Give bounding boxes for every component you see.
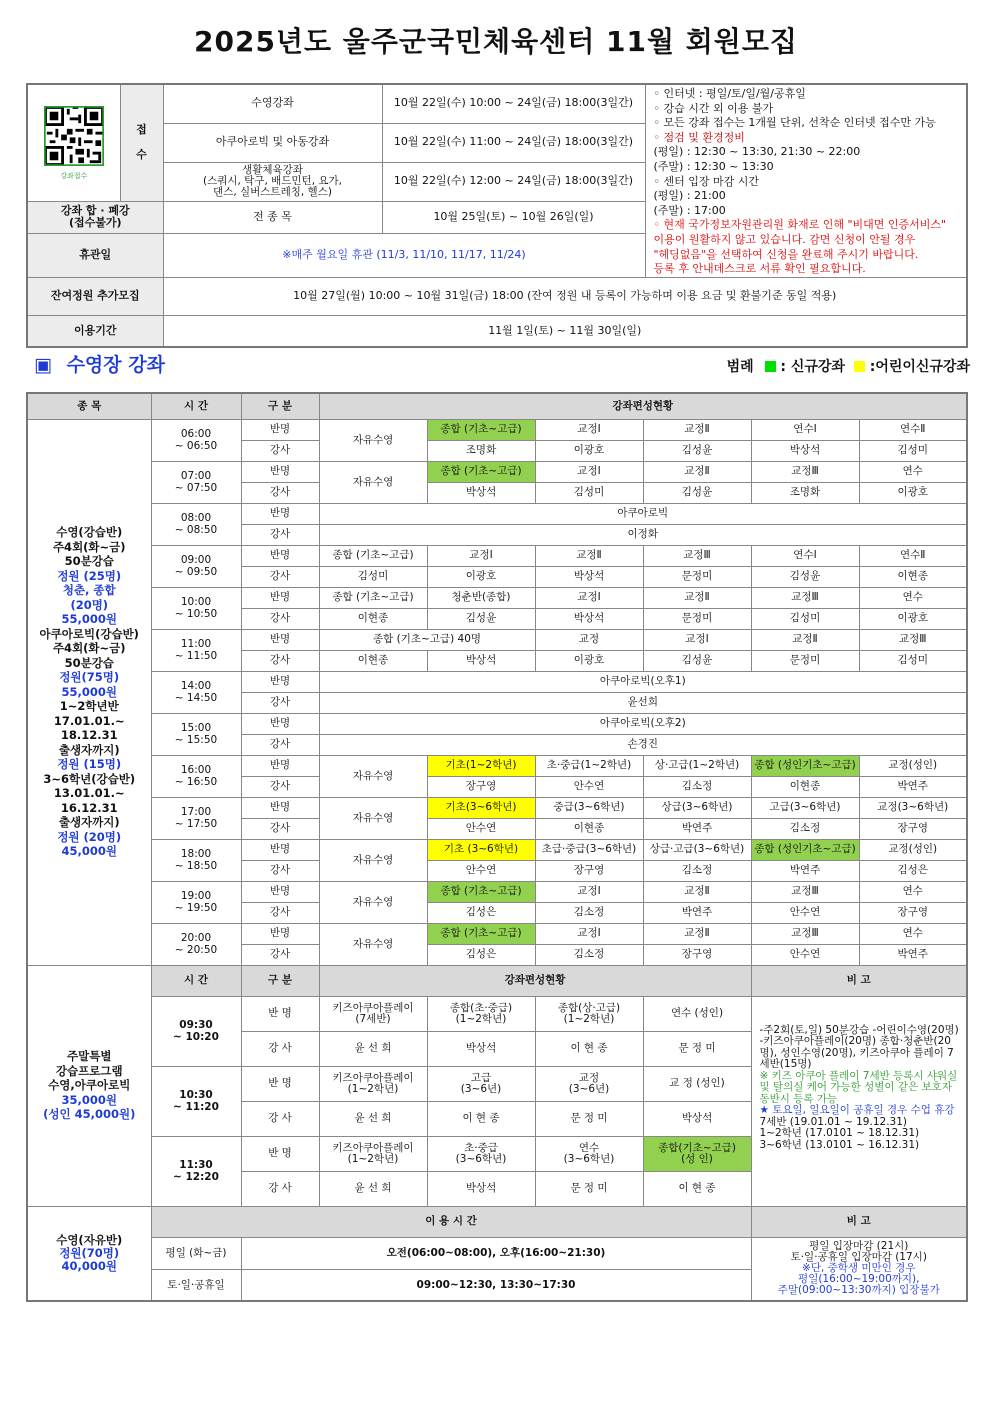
free-swim-cell: 자유수영	[319, 755, 427, 797]
class-cell: 청춘반(종합)	[427, 587, 535, 608]
teacher-cell: 이광호	[535, 440, 643, 461]
teacher-cell: 이정화	[319, 524, 967, 545]
row-label-teacher: 강사	[241, 650, 319, 671]
teacher-cell: 이광호	[859, 608, 967, 629]
course-period: 10월 22일(수) 11:00 ~ 24일(금) 18:00(3일간)	[382, 123, 645, 162]
teacher-cell: 김성윤	[643, 440, 751, 461]
table-row	[27, 881, 967, 902]
weekend-note-line: -주2회(토,일) 50분강습 -어린이수영(20명) -키즈아쿠아플레이(20명) 종합·청춘반(20명), 성인수영(20명), 키즈아쿠아 플레이 7세반(15명)	[759, 1023, 959, 1070]
row-label-class: 반명	[241, 755, 319, 776]
free-day-label: 토·일·공휴일	[151, 1269, 241, 1301]
weekend-teacher-cell: 윤 선 희	[319, 1031, 427, 1066]
row-label-class: 반명	[241, 797, 319, 818]
free-swim-cell: 자유수영	[319, 881, 427, 923]
row-label-class: 반명	[241, 923, 319, 944]
row-label-teacher: 강사	[241, 482, 319, 503]
notice-line: (평일) : 21:00	[653, 189, 726, 203]
class-cell: 교정Ⅰ	[427, 545, 535, 566]
description-line: 정원 (25명) 청춘, 종합 (20명) 55,000원	[57, 568, 122, 627]
free-swim-cell: 자유수영	[319, 797, 427, 839]
notice-line: 이용이 원활하지 않고 있습니다. 감면 신청이 안될 경우	[653, 232, 916, 246]
header-time: 시 간	[151, 393, 241, 419]
notice-line: (주말) : 17:00	[653, 203, 726, 217]
class-cell: 교정Ⅱ	[643, 587, 751, 608]
table-row	[27, 839, 967, 860]
description-line: 정원 (20명) 45,000원	[57, 829, 122, 859]
table-row	[27, 461, 967, 482]
class-cell: 기초(3~6학년)	[427, 797, 535, 818]
legend-green-swatch	[765, 361, 776, 372]
course-name: 수영강좌	[163, 84, 382, 123]
swim-description	[27, 419, 151, 965]
class-cell: 기초(1~2학년)	[427, 755, 535, 776]
class-cell: 연수Ⅱ	[859, 545, 967, 566]
teacher-cell: 윤선희	[319, 692, 967, 713]
closed-value: ※매주 월요일 휴관 (11/3, 11/10, 11/17, 11/24)	[163, 234, 645, 277]
class-cell: 교정Ⅲ	[751, 881, 859, 902]
header-category: 종 목	[27, 393, 151, 419]
weekend-teacher-cell: 박상석	[427, 1031, 535, 1066]
weekend-class-cell: 교 정 (성인)	[643, 1066, 751, 1101]
teacher-cell: 김소정	[535, 902, 643, 923]
teacher-cell: 안수연	[751, 902, 859, 923]
weekend-header-schedule: 강좌편성현황	[319, 965, 751, 996]
free-day-label: 평일 (화~금)	[151, 1237, 241, 1269]
weekend-class-cell: 키즈아쿠아플레이 (7세반)	[319, 996, 427, 1031]
header-schedule: 강좌편성현황	[319, 393, 967, 419]
teacher-cell: 김성윤	[751, 566, 859, 587]
row-label-teacher: 강사	[241, 524, 319, 545]
notice-line: ◦ 모든 강좌 접수는 1개월 단위, 선착순 인터넷 접수만 가능	[653, 116, 936, 130]
weekend-time-slot: 09:30 ~ 10:20	[151, 996, 241, 1066]
weekend-class-cell: 초·중급 (3~6학년)	[427, 1136, 535, 1171]
time-slot: 20:00 ~ 20:50	[151, 923, 241, 965]
free-note-restriction: ※단, 중학생 미만인 경우 평일(16:00~19:00까지), 주말(09:00~13:30까지) 입장불가	[777, 1262, 940, 1297]
notice-line: "헤딩없음"을 선택하여 신청을 완료해 주시기 바랍니다.	[653, 247, 919, 261]
teacher-cell: 이현종	[751, 776, 859, 797]
row-label-class: 반 명	[241, 1136, 319, 1171]
weekend-teacher-cell: 문 정 미	[535, 1171, 643, 1206]
time-slot: 06:00 ~ 06:50	[151, 419, 241, 461]
teacher-cell: 조명화	[427, 440, 535, 461]
time-slot: 16:00 ~ 16:50	[151, 755, 241, 797]
notice-line: (평일) : 12:30 ~ 13:30, 21:30 ~ 22:00	[653, 145, 861, 159]
row-label-teacher: 강사	[241, 776, 319, 797]
class-cell: 종합 (기초~고급)	[427, 923, 535, 944]
change-period: 10월 25일(토) ~ 10월 26일(일)	[382, 201, 645, 234]
time-slot: 15:00 ~ 15:50	[151, 713, 241, 755]
teacher-cell: 장구영	[427, 776, 535, 797]
weekend-note-line: ★ 토요일, 일요일이 공휴일 경우 수업 휴강	[759, 1104, 955, 1116]
weekend-price: 35,000원 (성인 45,000원)	[43, 1092, 136, 1122]
row-label-teacher: 강사	[241, 902, 319, 923]
teacher-cell: 김성은	[427, 902, 535, 923]
class-cell: 종합 (성인기초~고급)	[751, 839, 859, 860]
teacher-cell: 김성미	[535, 482, 643, 503]
weekend-teacher-cell: 이 현 종	[535, 1031, 643, 1066]
free-swim-description	[27, 1206, 151, 1301]
row-label-class: 반명	[241, 587, 319, 608]
notice-line: ◦ 강습 시간 외 이용 불가	[653, 101, 774, 115]
weekend-note-line: ※ 키즈 아쿠아 플레이 7세반 등록시 샤워실 및 탈의실 케어 가능한 성별이 같은 보호자 동반시 등록 가능	[759, 1069, 958, 1105]
row-label-class: 반명	[241, 419, 319, 440]
class-cell: 교정Ⅲ	[859, 629, 967, 650]
table-row	[27, 587, 967, 608]
free-swim-cell: 자유수영	[319, 839, 427, 881]
class-cell: 교정Ⅲ	[751, 461, 859, 482]
teacher-cell: 박상석	[427, 650, 535, 671]
teacher-cell: 김소정	[751, 818, 859, 839]
teacher-cell: 김소정	[535, 944, 643, 965]
class-cell: 종합 (기초~고급) 40명	[319, 629, 535, 650]
teacher-cell: 손경진	[319, 734, 967, 755]
course-name: 아쿠아로빅 및 아동강좌	[163, 123, 382, 162]
extra-value: 10월 27일(월) 10:00 ~ 10월 31일(금) 18:00 (잔여 정원 내 등록이 가능하며 이용 요금 및 환불기준 동일 적용)	[163, 277, 967, 315]
class-cell: 교정Ⅱ	[643, 881, 751, 902]
class-cell: 연수Ⅰ	[751, 419, 859, 440]
period-label: 이용기간	[27, 315, 163, 347]
row-label-class: 반명	[241, 545, 319, 566]
row-label-class: 반명	[241, 839, 319, 860]
teacher-cell: 박상석	[751, 440, 859, 461]
class-cell: 교정(성인)	[859, 755, 967, 776]
free-swim-price: 정원(70명) 40,000원	[59, 1245, 120, 1273]
weekend-teacher-cell: 이 현 종	[427, 1101, 535, 1136]
weekend-teacher-cell: 문 정 미	[643, 1031, 751, 1066]
class-cell: 교정Ⅰ	[535, 923, 643, 944]
class-cell: 연수Ⅱ	[859, 419, 967, 440]
weekend-header-note: 비 고	[751, 965, 967, 996]
legend	[727, 356, 970, 376]
row-label-class: 반 명	[241, 996, 319, 1031]
qr-code-icon[interactable]	[44, 106, 104, 166]
teacher-cell: 김성윤	[643, 482, 751, 503]
class-cell: 아쿠아로빅(오후1)	[319, 671, 967, 692]
class-cell: 교정Ⅰ	[535, 461, 643, 482]
change-label: 강좌 합 · 폐강 (접수불가)	[27, 201, 163, 234]
teacher-cell: 문정미	[751, 650, 859, 671]
weekend-time-slot: 11:30 ~ 12:20	[151, 1136, 241, 1206]
class-cell: 연수Ⅰ	[751, 545, 859, 566]
description-line: 정원(75명) 55,000원	[59, 670, 120, 699]
row-label-class: 반명	[241, 461, 319, 482]
closed-label: 휴관일	[27, 234, 163, 277]
teacher-cell: 박연주	[643, 818, 751, 839]
course-name: 생활체육강좌 (스쿼시, 탁구, 배드민턴, 요가, 댄스, 실버스트레칭, 헬스)	[163, 162, 382, 201]
notice-line: ◦ 점검 및 환경정비	[653, 130, 745, 144]
free-swim-cell: 자유수영	[319, 419, 427, 461]
class-cell: 교정Ⅰ	[535, 881, 643, 902]
legend-yellow-swatch	[854, 361, 865, 372]
period-value: 11월 1일(토) ~ 11월 30일(일)	[163, 315, 967, 347]
class-cell: 교정Ⅲ	[751, 923, 859, 944]
class-cell: 교정Ⅱ	[643, 419, 751, 440]
class-cell: 초급·중급(3~6학년)	[535, 839, 643, 860]
class-cell: 기초 (3~6학년)	[427, 839, 535, 860]
info-table	[26, 83, 968, 348]
teacher-cell: 이현종	[319, 608, 427, 629]
row-label-class: 반명	[241, 503, 319, 524]
free-header-time: 이 용 시 간	[151, 1206, 751, 1237]
row-label-class: 반 명	[241, 1066, 319, 1101]
reception-label: 접 수	[120, 84, 163, 201]
teacher-cell: 문정미	[643, 608, 751, 629]
free-swim-cell: 자유수영	[319, 923, 427, 965]
class-cell: 교정Ⅲ	[643, 545, 751, 566]
teacher-cell: 문정미	[643, 566, 751, 587]
weekend-class-cell: 교정 (3~6년)	[535, 1066, 643, 1101]
description-line: 수영(강습반) 주4회(화~금) 50분강습	[52, 525, 126, 569]
teacher-cell: 박상석	[535, 608, 643, 629]
row-label-class: 반명	[241, 713, 319, 734]
table-row	[27, 713, 967, 734]
teacher-cell: 이현종	[859, 566, 967, 587]
row-label-teacher: 강사	[241, 692, 319, 713]
weekend-class-cell: 연수 (성인)	[643, 996, 751, 1031]
table-row	[27, 419, 967, 440]
weekend-teacher-cell: 박상석	[643, 1101, 751, 1136]
class-cell: 교정	[535, 629, 643, 650]
teacher-cell: 김성은	[427, 944, 535, 965]
teacher-cell: 김성윤	[427, 608, 535, 629]
table-row	[27, 629, 967, 650]
teacher-cell: 박연주	[643, 902, 751, 923]
notice-line: (주말) : 12:30 ~ 13:30	[653, 159, 774, 173]
weekend-teacher-cell: 박상석	[427, 1171, 535, 1206]
weekend-teacher-cell: 윤 선 희	[319, 1171, 427, 1206]
free-time-value: 09:00~12:30, 13:30~17:30	[241, 1269, 751, 1301]
class-cell: 초·중급(1~2학년)	[535, 755, 643, 776]
row-label-teacher: 강사	[241, 566, 319, 587]
course-period: 10월 22일(수) 10:00 ~ 24일(금) 18:00(3일간)	[382, 84, 645, 123]
notice-line: ◦ 인터넷 : 평일/토/일/월/공휴일	[653, 87, 806, 100]
teacher-cell: 안수연	[427, 818, 535, 839]
time-slot: 14:00 ~ 14:50	[151, 671, 241, 713]
class-cell: 상급(3~6학년)	[643, 797, 751, 818]
section-title: 수영장 강좌	[66, 354, 165, 376]
class-cell: 상급·고급(3~6학년)	[643, 839, 751, 860]
teacher-cell: 안수연	[535, 776, 643, 797]
teacher-cell: 김성미	[319, 566, 427, 587]
free-header-note: 비 고	[751, 1206, 967, 1237]
table-row	[27, 671, 967, 692]
weekend-class-cell: 연수 (3~6학년)	[535, 1136, 643, 1171]
teacher-cell: 장구영	[643, 944, 751, 965]
teacher-cell: 안수연	[751, 944, 859, 965]
time-slot: 19:00 ~ 19:50	[151, 881, 241, 923]
class-cell: 연수	[859, 881, 967, 902]
legend-kids-text: :어린이신규강좌	[869, 359, 970, 375]
class-cell: 교정Ⅱ	[535, 545, 643, 566]
teacher-cell: 박연주	[859, 776, 967, 797]
teacher-cell: 이현종	[319, 650, 427, 671]
weekend-note-line: 7세반 (19.01.01 ~ 19.12.31) 1~2학년 (17.0101 ~ 18.12.31) 3~6학년 (13.0101 ~ 16.12.31)	[759, 1115, 920, 1151]
teacher-cell: 조명화	[751, 482, 859, 503]
teacher-cell: 김소정	[643, 860, 751, 881]
teacher-cell: 안수연	[427, 860, 535, 881]
class-cell: 교정(3~6학년)	[859, 797, 967, 818]
weekend-class-cell: 키즈아쿠아플레이 (1~2학년)	[319, 1066, 427, 1101]
extra-label: 잔여정원 추가모집	[27, 277, 163, 315]
row-label-class: 반명	[241, 671, 319, 692]
class-cell: 연수	[859, 461, 967, 482]
weekend-title: 주말특별 강습프로그램 수영,아쿠아로빅	[48, 1049, 131, 1093]
description-line: 3~6학년(강습반) 13.01.01.~ 16.12.31 출생자까지)	[43, 771, 136, 830]
class-cell: 종합 (기초~고급)	[319, 545, 427, 566]
description-line: 아쿠아로빅(강습반) 주4회(화~금) 50분강습	[39, 626, 139, 670]
class-cell: 연수	[859, 923, 967, 944]
teacher-cell: 김소정	[643, 776, 751, 797]
teacher-cell: 박상석	[427, 482, 535, 503]
table-row	[27, 923, 967, 944]
free-swim-title: 수영(자유반)	[56, 1232, 123, 1247]
teacher-cell: 김성윤	[643, 650, 751, 671]
teacher-cell: 김성미	[859, 650, 967, 671]
class-cell: 교정Ⅱ	[643, 923, 751, 944]
time-slot: 11:00 ~ 11:50	[151, 629, 241, 671]
weekend-notes	[751, 996, 967, 1206]
teacher-cell: 이광호	[535, 650, 643, 671]
row-label-teacher: 강 사	[241, 1171, 319, 1206]
row-label-class: 반명	[241, 629, 319, 650]
class-cell: 교정Ⅱ	[643, 461, 751, 482]
section-header	[34, 350, 165, 377]
notice-line: 등록 후 안내데스크로 서류 확인 필요합니다.	[653, 262, 866, 276]
weekend-class-cell: 종합(상·고급) (1~2학년)	[535, 996, 643, 1031]
teacher-cell: 김성은	[859, 860, 967, 881]
teacher-cell: 이현종	[535, 818, 643, 839]
time-slot: 09:00 ~ 09:50	[151, 545, 241, 587]
class-cell: 교정Ⅰ	[643, 629, 751, 650]
course-period: 10월 22일(수) 12:00 ~ 24일(금) 18:00(3일간)	[382, 162, 645, 201]
row-label-teacher: 강사	[241, 608, 319, 629]
weekend-class-cell: 종합(기초~고급) (성 인)	[643, 1136, 751, 1171]
swim-schedule-table	[26, 392, 968, 1302]
table-row	[27, 545, 967, 566]
teacher-cell: 김성미	[751, 608, 859, 629]
teacher-cell: 박연주	[859, 944, 967, 965]
row-label-teacher: 강사	[241, 818, 319, 839]
table-row	[27, 797, 967, 818]
teacher-cell: 김성미	[859, 440, 967, 461]
weekend-teacher-cell: 이 현 종	[643, 1171, 751, 1206]
class-cell: 교정Ⅱ	[751, 629, 859, 650]
table-row	[27, 755, 967, 776]
row-label-teacher: 강사	[241, 944, 319, 965]
free-notes	[751, 1237, 967, 1301]
class-cell: 종합 (기초~고급)	[319, 587, 427, 608]
time-slot: 10:00 ~ 10:50	[151, 587, 241, 629]
teacher-cell: 장구영	[859, 818, 967, 839]
row-label-class: 반명	[241, 881, 319, 902]
class-cell: 종합 (기초~고급)	[427, 461, 535, 482]
row-label-teacher: 강사	[241, 734, 319, 755]
table-row	[27, 503, 967, 524]
change-target: 전 종 목	[163, 201, 382, 234]
description-line: 정원 (15명)	[57, 757, 122, 772]
class-cell: 교정Ⅰ	[535, 587, 643, 608]
class-cell: 종합 (기초~고급)	[427, 419, 535, 440]
teacher-cell: 박연주	[751, 860, 859, 881]
class-cell: 교정(성인)	[859, 839, 967, 860]
weekend-description	[27, 965, 151, 1206]
row-label-teacher: 강 사	[241, 1101, 319, 1136]
row-label-teacher: 강사	[241, 440, 319, 461]
teacher-cell: 이광호	[859, 482, 967, 503]
class-cell: 교정Ⅰ	[535, 419, 643, 440]
weekend-header-type: 구 분	[241, 965, 319, 996]
notice-box	[645, 84, 967, 277]
legend-new-text: : 신규강좌	[780, 359, 845, 375]
class-cell: 연수	[859, 587, 967, 608]
teacher-cell: 이광호	[427, 566, 535, 587]
row-label-teacher: 강사	[241, 860, 319, 881]
time-slot: 18:00 ~ 18:50	[151, 839, 241, 881]
teacher-cell: 장구영	[859, 902, 967, 923]
page-title: 2025년도 울주군국민체육센터 11월 회원모집	[194, 25, 798, 58]
free-swim-cell: 자유수영	[319, 461, 427, 503]
notice-line: ◦ 센터 입장 마감 시간	[653, 174, 759, 188]
weekend-time-slot: 10:30 ~ 11:20	[151, 1066, 241, 1136]
weekend-header-time: 시 간	[151, 965, 241, 996]
qr-cell	[27, 84, 120, 201]
row-label-teacher: 강 사	[241, 1031, 319, 1066]
teacher-cell: 장구영	[535, 860, 643, 881]
header-type: 구 분	[241, 393, 319, 419]
weekend-teacher-cell: 윤 선 희	[319, 1101, 427, 1136]
description-line: 1~2학년반 17.01.01.~ 18.12.31 출생자까지)	[53, 699, 125, 757]
time-slot: 08:00 ~ 08:50	[151, 503, 241, 545]
time-slot: 17:00 ~ 17:50	[151, 797, 241, 839]
class-cell: 교정Ⅲ	[751, 587, 859, 608]
weekend-teacher-cell: 문 정 미	[535, 1101, 643, 1136]
class-cell: 아쿠아로빅(오후2)	[319, 713, 967, 734]
free-note-main: 평일 입장마감 (21시) 토·일·공휴일 입장마감 (17시)	[790, 1240, 927, 1264]
class-cell: 종합 (기초~고급)	[427, 881, 535, 902]
weekend-class-cell: 종합(초·중급) (1~2학년)	[427, 996, 535, 1031]
class-cell: 상·고급(1~2학년)	[643, 755, 751, 776]
teacher-cell: 박상석	[535, 566, 643, 587]
qr-caption: 강좌접수	[60, 171, 88, 180]
time-slot: 07:00 ~ 07:50	[151, 461, 241, 503]
weekend-class-cell: 키즈아쿠아플레이 (1~2학년)	[319, 1136, 427, 1171]
notice-list	[654, 87, 963, 277]
legend-label: 범례	[726, 359, 754, 375]
class-cell: 고급(3~6학년)	[751, 797, 859, 818]
square-bullet-icon: ▣	[34, 354, 52, 376]
class-cell: 중급(3~6학년)	[535, 797, 643, 818]
free-time-value: 오전(06:00~08:00), 오후(16:00~21:30)	[241, 1237, 751, 1269]
notice-line: ◦ 현재 국가정보자원관리원 화재로 인해 "비대면 인증서비스"	[653, 218, 947, 232]
weekend-class-cell: 고급 (3~6년)	[427, 1066, 535, 1101]
class-cell: 아쿠아로빅	[319, 503, 967, 524]
class-cell: 종합 (성인기초~고급)	[751, 755, 859, 776]
